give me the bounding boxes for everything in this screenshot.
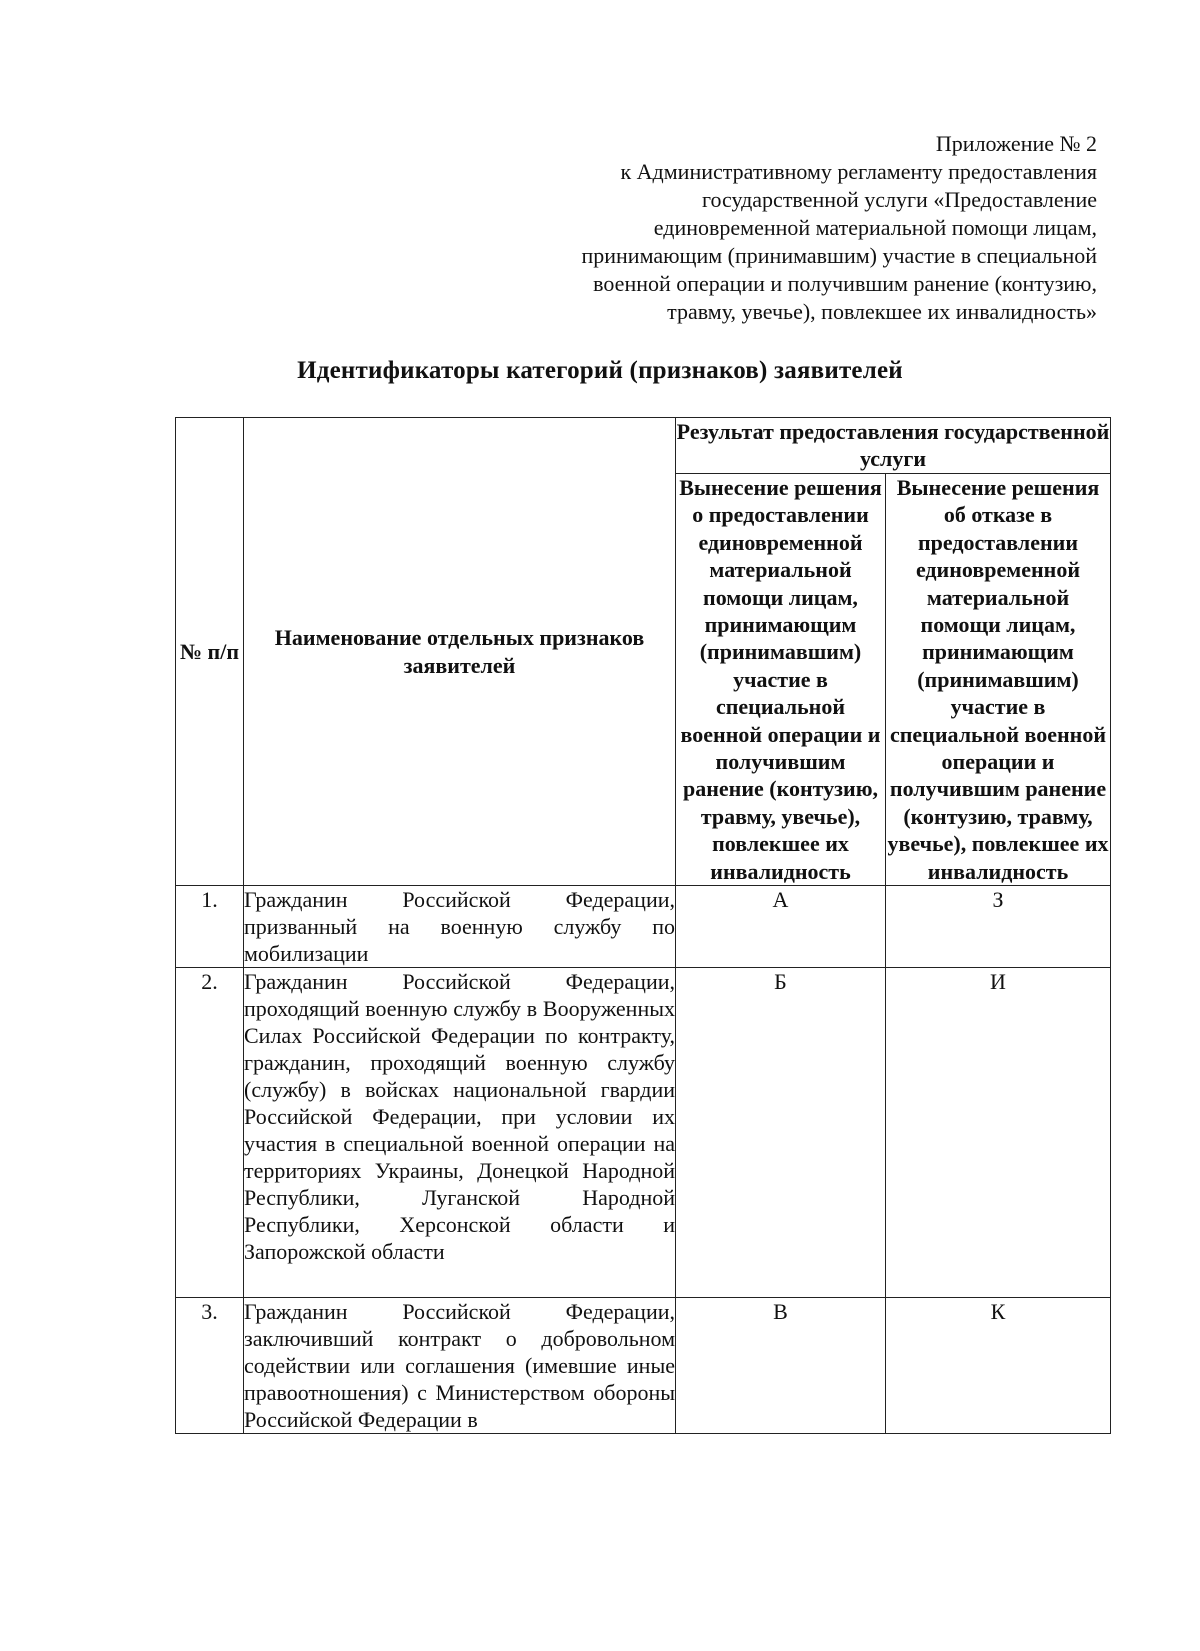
row-name: Гражданин Российской Федерации, призванный на военную службу по мобилизации (244, 887, 675, 967)
categories-table (175, 417, 1111, 1434)
table-row (176, 1298, 1111, 1434)
row-grant-code: Б (676, 968, 886, 1298)
header-number: № п/п (176, 418, 244, 886)
row-number: 2. (176, 968, 244, 1298)
appendix-line: военной операции и получившим ранение (контузию, (593, 271, 1097, 296)
row-name: Гражданин Российской Федерации, проходящий военную службу в Вооруженных Силах Российской Федерации по контракту, гражданин, проходящий военную службу (службу) в войсках национальной гвардии Российской Федерации, при условии их участия в специальной военной операции на территориях Украины, Донецкой Народной Республики, Луганской Народной Республики, Херсонской области и Запорожской области (244, 968, 676, 1298)
header-row (176, 418, 1111, 474)
row-refuse-code: З (886, 886, 1111, 968)
row-grant-code: А (676, 886, 886, 968)
appendix-line: Приложение № 2 (935, 131, 1097, 156)
row-refuse-code: И (886, 968, 1111, 1298)
appendix-line: принимающим (принимавшим) участие в специальной (581, 243, 1097, 268)
appendix-block (477, 130, 1097, 326)
header-result: Результат предоставления государственной услуги (676, 418, 1111, 474)
document-title: Идентификаторы категорий (признаков) заявителей (297, 357, 903, 384)
header-refuse: Вынесение решения об отказе в предоставлении единовременной материальной помощи лицам, принимающим (принимавшим) участие в специальной военной операции и получившим ранение (контузию, травму, увечье), повлекшее их инвалидность (887, 475, 1109, 884)
header-grant: Вынесение решения о предоставлении единовременной материальной помощи лицам, принимающим (принимавшим) участие в специальной военной операции и получившим ранение (контузию, травму, увечье), повлекшее их инвалидность (676, 474, 886, 886)
appendix-line: травму, увечье), повлекшее их инвалидность» (667, 299, 1097, 324)
header-name: Наименование отдельных признаков заявителей (244, 418, 676, 886)
table-row (176, 886, 1111, 968)
appendix-line: к Административному регламенту предоставления (620, 159, 1097, 184)
row-number: 1. (176, 886, 244, 968)
row-name: Гражданин Российской Федерации, заключивший контракт о добровольном содействии или соглашения (имевшие иные правоотношения) с Министерством обороны Российской Федерации в (244, 1299, 675, 1433)
appendix-line: единовременной материальной помощи лицам, (653, 215, 1097, 240)
row-refuse-code: К (886, 1298, 1111, 1434)
row-grant-code: В (676, 1298, 886, 1434)
table-row (176, 968, 1111, 1298)
appendix-line: государственной услуги «Предоставление (701, 187, 1097, 212)
row-number: 3. (176, 1298, 244, 1434)
